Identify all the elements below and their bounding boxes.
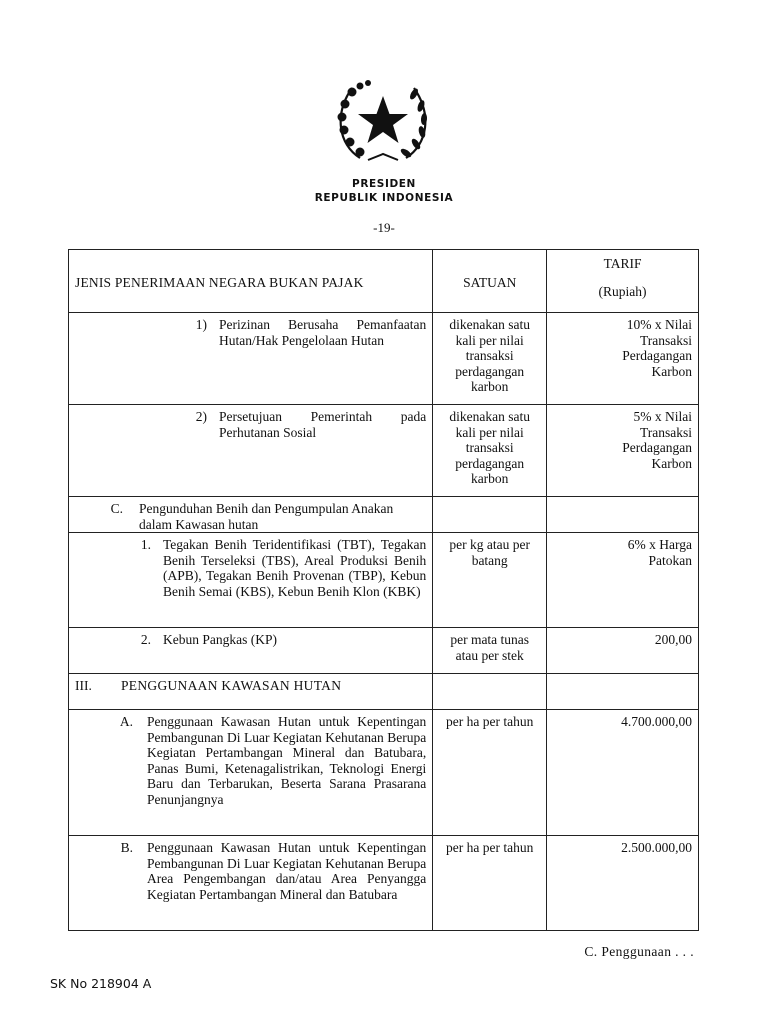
item-number: B.	[120, 840, 133, 855]
continuation-note: C. Penggunaan . . .	[584, 944, 694, 959]
satuan-cell: per mata tunas atau per stek	[433, 628, 547, 674]
jenis-cell	[69, 628, 433, 674]
item-number: 1.	[140, 537, 151, 552]
tarif-cell	[547, 674, 699, 710]
jenis-text: PENGGUNAAN KAWASAN HUTAN	[121, 678, 342, 693]
header-tarif-label: TARIF	[603, 256, 642, 271]
header-tarif-unit: (Rupiah)	[598, 283, 647, 299]
jenis-cell	[69, 674, 433, 710]
sk-number: SK No 218904 A	[50, 976, 152, 991]
jenis-text: Penggunaan Kawasan Hutan untuk Kepentingan Pembangunan Di Luar Kegiatan Kehutanan Berupa Area Pengembangan dan/atau Area Penyangga Kegiatan Pertambangan Mineral dan Batubara	[147, 840, 427, 902]
jenis-cell	[69, 313, 433, 405]
tarif-cell: 4.700.000,00	[547, 710, 699, 836]
table-row	[69, 405, 699, 497]
jenis-cell	[69, 497, 433, 533]
item-number: 2)	[195, 409, 207, 424]
jenis-cell	[69, 533, 433, 628]
header-republic: REPUBLIK INDONESIA	[314, 192, 454, 204]
table-row	[69, 628, 699, 674]
table-row	[69, 674, 699, 710]
table-row	[69, 313, 699, 405]
table-row	[69, 710, 699, 836]
satuan-cell: per ha per tahun	[433, 710, 547, 836]
jenis-text: Tegakan Benih Teridentifikasi (TBT), Tegakan Benih Terseleksi (TBS), Areal Produksi Benih (APB), Tegakan Benih Provenan (TBP), Kebun Benih Semai (KBS), Kebun Benih Klon (KBK)	[163, 537, 427, 599]
satuan-cell: per kg atau per batang	[433, 533, 547, 628]
satuan-cell: dikenakan satu kali per nilai transaksi perdagangan karbon	[433, 405, 547, 497]
tarif-cell: 5% x Nilai Transaksi Perdagangan Karbon	[547, 405, 699, 497]
satuan-cell	[433, 674, 547, 710]
pnbp-table	[68, 249, 699, 931]
header-president: PRESIDEN	[352, 178, 416, 190]
jenis-text: Persetujuan Pemerintah pada Perhutanan Sosial	[219, 409, 427, 440]
jenis-text: Penggunaan Kawasan Hutan untuk Kepentingan Pembangunan Di Luar Kegiatan Kehutanan Berupa Kegiatan Pertambangan Mineral dan Batubara, Panas Bumi, Ketenagalistrikan, Teknologi Energi Baru dan Terbarukan, Beserta Sarana Prasarana Penunjangnya	[147, 714, 427, 807]
tarif-cell: 6% x Harga Patokan	[547, 533, 699, 628]
header-jenis: JENIS PENERIMAAN NEGARA BUKAN PAJAK	[69, 250, 433, 313]
tarif-cell: 10% x Nilai Transaksi Perdagangan Karbon	[547, 313, 699, 405]
table-header-row	[69, 250, 699, 313]
item-number: A.	[119, 714, 133, 729]
page-number: -19-	[373, 220, 395, 235]
satuan-cell: per ha per tahun	[433, 836, 547, 931]
item-number: III.	[75, 678, 92, 693]
table-row	[69, 533, 699, 628]
jenis-cell	[69, 405, 433, 497]
table-row	[69, 836, 699, 931]
star-emblem-icon	[330, 74, 436, 166]
jenis-text: Perizinan Berusaha Pemanfaatan Hutan/Hak Pengelolaan Hutan	[219, 317, 427, 348]
satuan-cell: dikenakan satu kali per nilai transaksi perdagangan karbon	[433, 313, 547, 405]
jenis-text: Pengunduhan Benih dan Pengumpulan Anakan dalam Kawasan hutan	[139, 501, 394, 532]
satuan-cell	[433, 497, 547, 533]
jenis-cell	[69, 836, 433, 931]
tarif-cell: 2.500.000,00	[547, 836, 699, 931]
jenis-cell	[69, 710, 433, 836]
tarif-cell: 200,00	[547, 628, 699, 674]
jenis-text: Kebun Pangkas (KP)	[163, 632, 277, 647]
item-number: 1)	[195, 317, 207, 332]
item-number: 2.	[140, 632, 151, 647]
table-row	[69, 497, 699, 533]
header-tarif	[547, 250, 699, 313]
item-number: C.	[110, 501, 123, 516]
header-satuan: SATUAN	[433, 250, 547, 313]
tarif-cell	[547, 497, 699, 533]
